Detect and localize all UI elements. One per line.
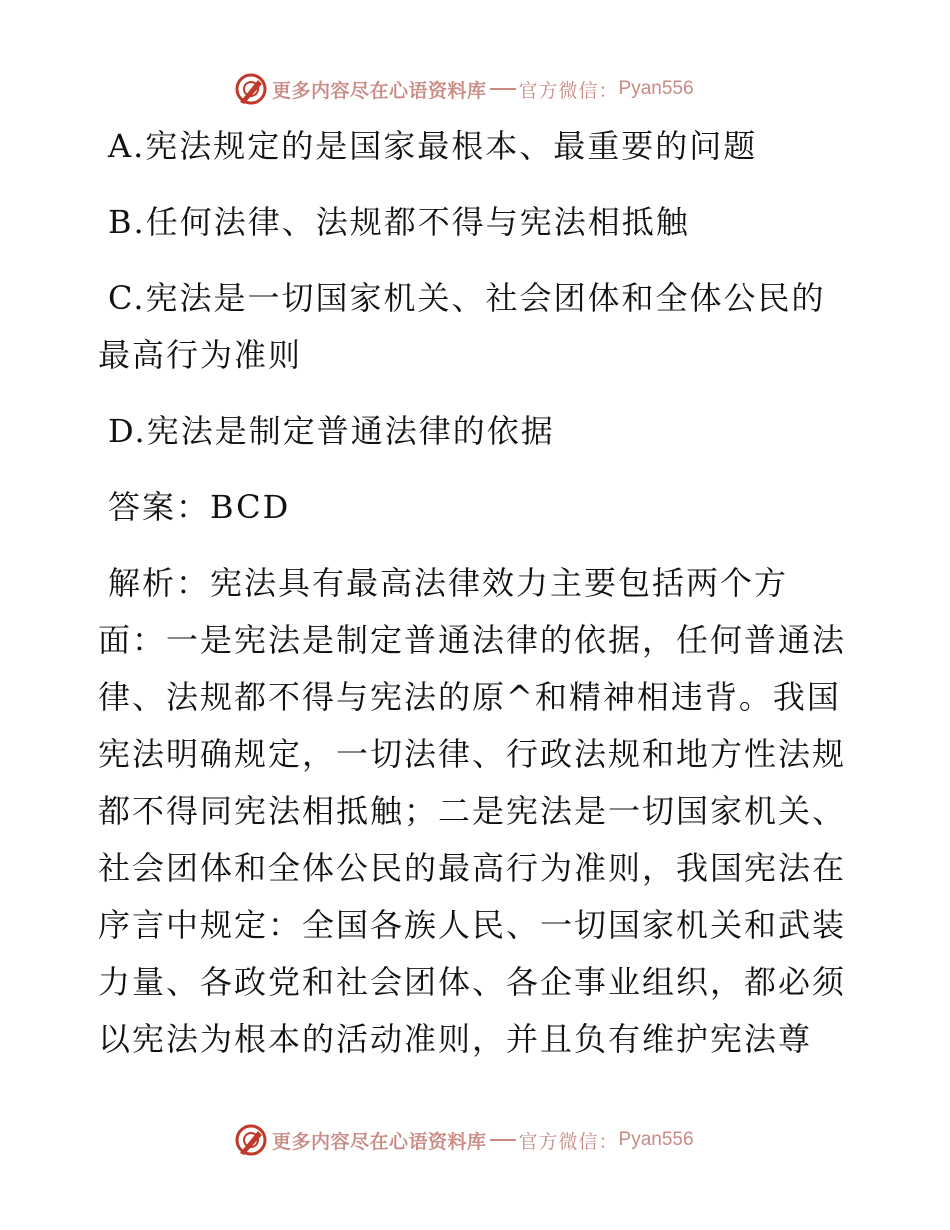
banner-title: 更多内容尽在心语资料库 (272, 1130, 487, 1153)
banner-wechat-id: Pyan556 (618, 1129, 694, 1150)
answer: 答案：BCD (108, 488, 291, 526)
pen-logo-icon (234, 1123, 268, 1157)
banner-wechat-label: 官方微信： (518, 79, 619, 102)
option-d: D.宪法是制定普通法律的依据 (108, 412, 555, 450)
analysis-line: 都不得同宪法相抵触；二是宪法是一切国家机关、 (98, 792, 847, 830)
analysis-line: 宪法明确规定，一切法律、行政法规和地方性法规 (98, 735, 847, 773)
analysis-line: 面：一是宪法是制定普通法律的依据，任何普通法 (98, 621, 847, 659)
analysis-line: 序言中规定：全国各族人民、一切国家机关和武装 (98, 906, 847, 944)
footer-banner (234, 1123, 694, 1157)
document-body (98, 118, 858, 1068)
option-c-line-2: 最高行为准则 (98, 336, 303, 374)
analysis-line: 律、法规都不得与宪法的原^和精神相违背。我国 (98, 678, 841, 716)
analysis-line: 以宪法为根本的活动准则，并且负有维护宪法尊 (98, 1020, 813, 1058)
banner-dash (490, 1139, 516, 1141)
header-banner (234, 72, 694, 106)
option-a: A.宪法规定的是国家最根本、最重要的问题 (108, 127, 758, 165)
analysis-line: 解析：宪法具有最高法律效力主要包括两个方 (108, 564, 789, 602)
pen-logo-icon (234, 72, 268, 106)
option-b: B.任何法律、法规都不得与宪法相抵触 (108, 203, 690, 241)
banner-title: 更多内容尽在心语资料库 (272, 79, 487, 102)
banner-wechat-id: Pyan556 (618, 78, 694, 99)
banner-wechat-label: 官方微信： (518, 1130, 619, 1153)
analysis-line: 社会团体和全体公民的最高行为准则，我国宪法在 (98, 849, 847, 887)
banner-dash (490, 88, 516, 90)
option-c-line-1: C.宪法是一切国家机关、社会团体和全体公民的 (108, 279, 826, 317)
analysis-line: 力量、各政党和社会团体、各企事业组织，都必须 (98, 963, 847, 1001)
